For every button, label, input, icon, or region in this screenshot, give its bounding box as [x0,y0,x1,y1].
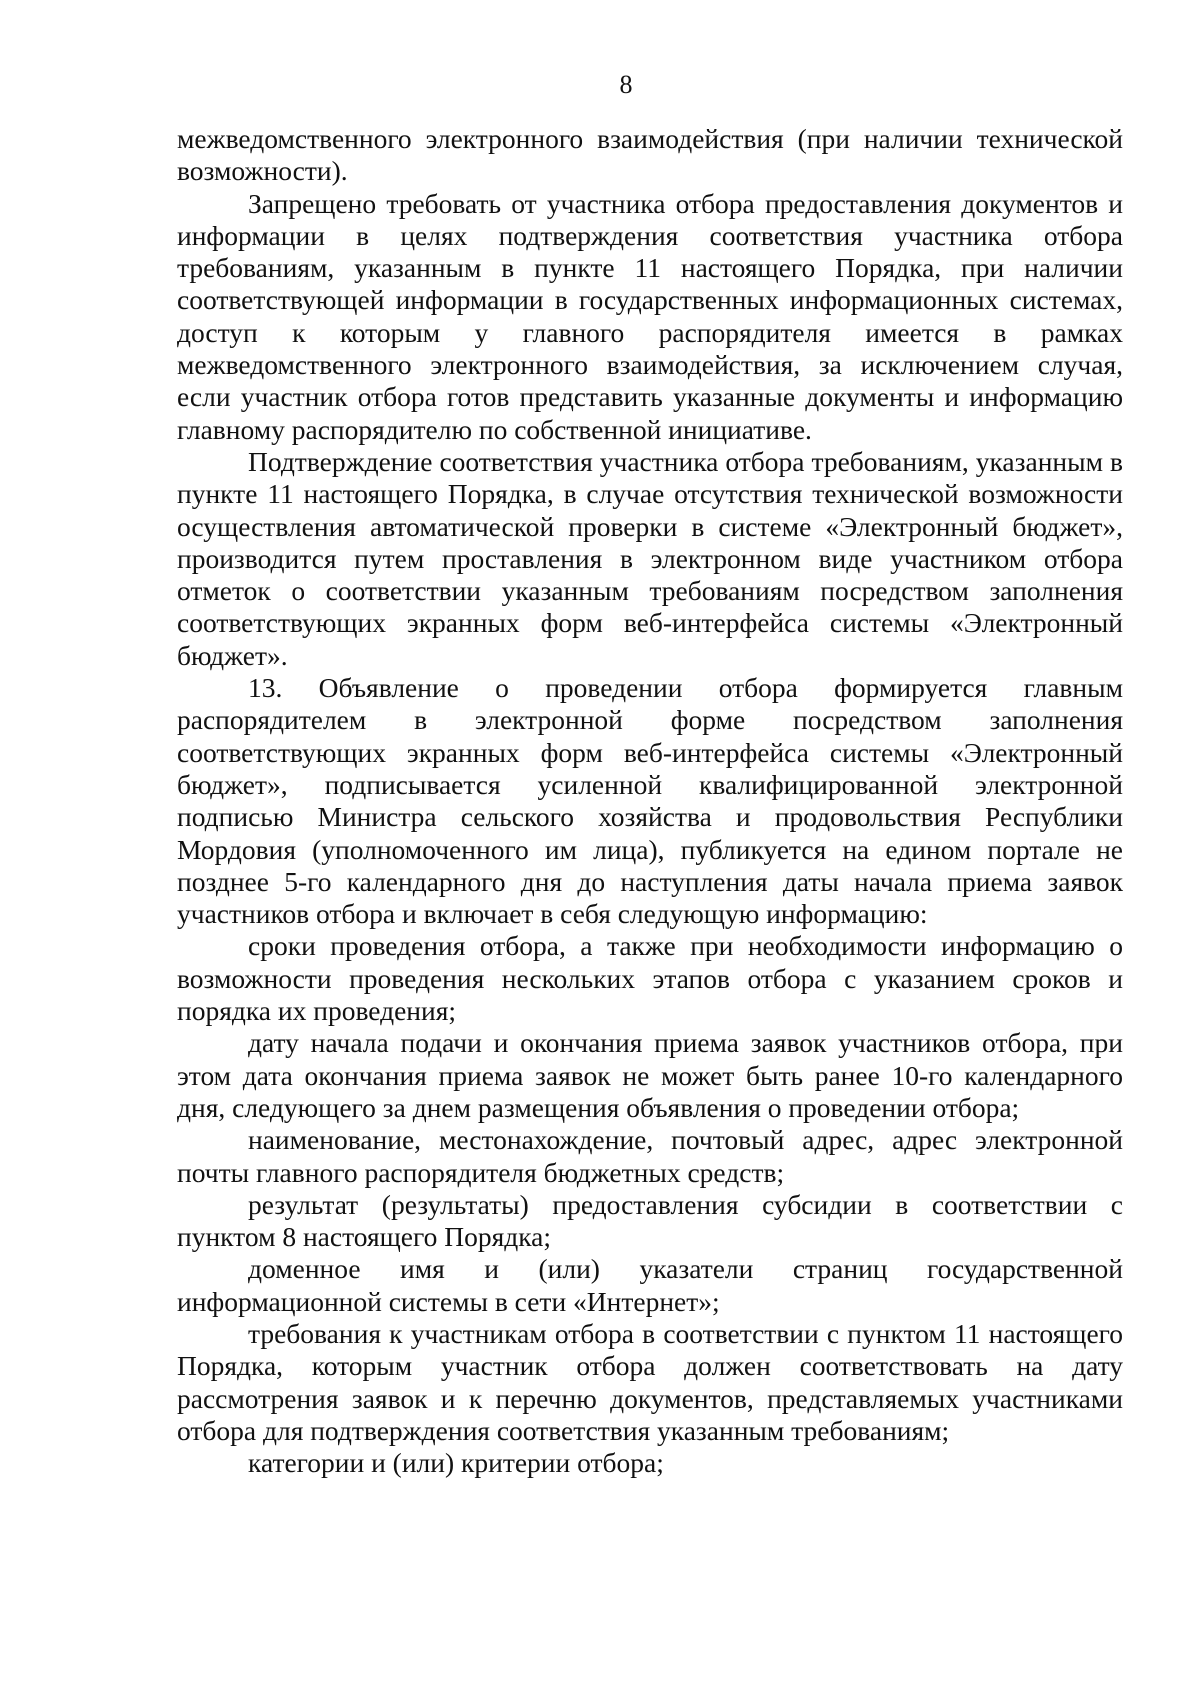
paragraph-item-13: 13. Объявление о проведении отбора формируется главным распорядителем в электронной форме посредством заполнения соответствующих экранных форм веб-интерфейса системы «Электронный бюджет», подписывается усиленной квалифицированной электронной подписью Министра сельского хозяйства и продовольствия Республики Мордовия (уполномоченного им лица), публикуется на едином портале не позднее 5-го календарного дня до наступления даты начала приема заявок участников отбора и включает в себя следующую информацию: [177,672,1123,930]
list-item-domain: доменное имя и (или) указатели страниц государственной информационной системы в сети «Интернет»; [177,1253,1123,1317]
paragraph-confirmation: Подтверждение соответствия участника отбора требованиям, указанным в пункте 11 настоящего Порядка, в случае отсутствия технической возможности осуществления автоматической проверки в системе «Электронный бюджет», производится путем проставления в электронном виде участником отбора отметок о соответствии указанным требованиям посредством заполнения соответствующих экранных форм веб-интерфейса системы «Электронный бюджет». [177,445,1123,671]
list-item-criteria: категории и (или) критерии отбора; [248,1447,664,1479]
paragraph-continuation: межведомственного электронного взаимодействия (при наличии технической возможности). [177,123,1123,187]
list-item-requirements: требования к участникам отбора в соответствии с пунктом 11 настоящего Порядка, которым участник отбора должен соответствовать на дату рассмотрения заявок и к перечню документов, представляемых участниками отбора для подтверждения соответствия указанным требованиям; [177,1317,1123,1446]
page-number: 8 [619,70,633,99]
document-body [177,123,1123,1479]
paragraph-prohibition: Запрещено требовать от участника отбора предоставления документов и информации в целях подтверждения соответствия участника отбора требованиям, указанным в пункте 11 настоящего Порядка, при наличии соответствующей информации в государственных информационных системах, доступ к которым у главного распорядителя имеется в рамках межведомственного электронного взаимодействия, за исключением случая, если участник отбора готов представить указанные документы и информацию главному распорядителю по собственной инициативе. [177,187,1123,445]
list-item-address: наименование, местонахождение, почтовый адрес, адрес электронной почты главного распорядителя бюджетных средств; [177,1124,1123,1188]
list-item-dates: дату начала подачи и окончания приема заявок участников отбора, при этом дата окончания приема заявок не может быть ранее 10-го календарного дня, следующего за днем размещения объявления о проведении отбора; [177,1027,1123,1123]
list-item-terms: сроки проведения отбора, а также при необходимости информацию о возможности проведения нескольких этапов отбора с указанием сроков и порядка их проведения; [177,930,1123,1027]
list-item-results: результат (результаты) предоставления субсидии в соответствии с пунктом 8 настоящего Порядка; [177,1188,1123,1253]
